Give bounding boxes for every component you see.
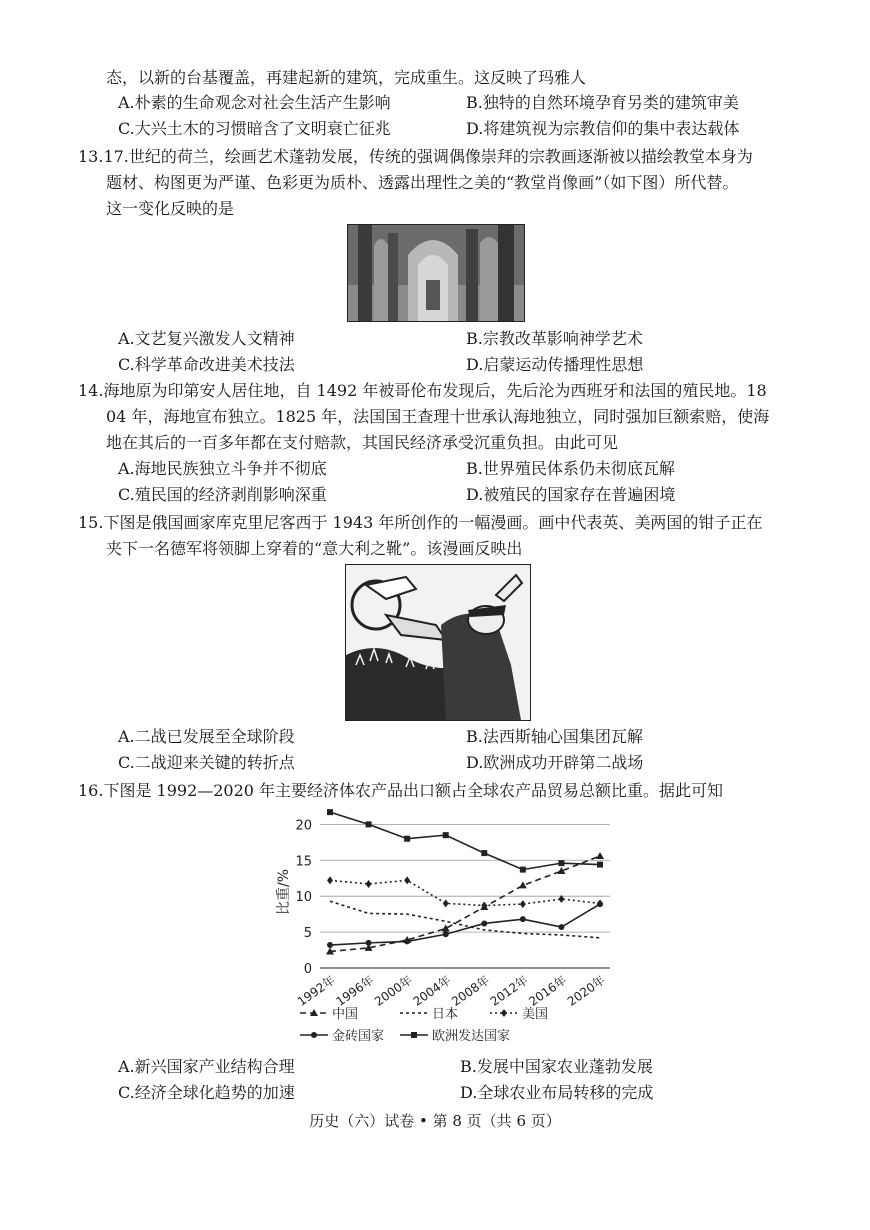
q12-option-d[interactable]: D.将建筑视为宗教信仰的集中表达载体 [466, 119, 740, 138]
x-tick-label: 1996年 [333, 972, 377, 1009]
q14-stem-line-1: 14.海地原为印第安人居住地，自 1492 年被哥伦布发现后，先后沦为西班牙和法国的殖民地。18 [78, 381, 767, 400]
data-point [520, 867, 526, 873]
q13-stem-line-2: 题材、构图更为严谨、色彩更为质朴、透露出理性之美的“教堂肖像画”（如下图）所代替。 [106, 173, 739, 192]
data-point [366, 940, 372, 946]
data-point [443, 931, 449, 937]
data-point [366, 880, 372, 888]
q12-stem-tail: 态，以新的台基覆盖，再建起新的建筑，完成重生。这反映了玛雅人 [106, 68, 587, 87]
legend-item [400, 1006, 458, 1022]
data-point [501, 1009, 507, 1017]
y-tick-label: 15 [295, 854, 312, 870]
q15-stem-line-2: 夹下一名德军将领脚上穿着的“意大利之靴”。该漫画反映出 [106, 539, 523, 558]
legend-label: 美国 [522, 1007, 549, 1022]
data-point [519, 881, 527, 888]
q14-option-a[interactable]: A.海地民族独立斗争并不彻底 [118, 459, 327, 478]
q13-stem-line-1: 13.17.世纪的荷兰，绘画艺术蓬勃发展，传统的强调偶像崇拜的宗教画逐渐被以描绘教堂本身为 [78, 147, 753, 166]
q16-option-a[interactable]: A.新兴国家产业结构合理 [118, 1057, 295, 1076]
x-tick-label: 2004年 [410, 972, 454, 1009]
y-axis-label: 比重/% [276, 868, 292, 916]
q15-option-b[interactable]: B.法西斯轴心国集团瓦解 [466, 727, 643, 746]
church-interior-painting [347, 224, 525, 322]
q13-option-c[interactable]: C.科学革命改进美术技法 [118, 355, 295, 374]
data-point [411, 1032, 417, 1038]
legend-label: 日本 [432, 1007, 459, 1022]
q16-option-c[interactable]: C.经济全球化趋势的加速 [118, 1083, 295, 1102]
y-tick-label: 5 [303, 926, 312, 942]
data-point [597, 862, 603, 868]
legend-label: 金砖国家 [332, 1029, 385, 1044]
q13-option-a[interactable]: A.文艺复兴激发人文精神 [118, 329, 295, 348]
y-tick-label: 20 [295, 818, 312, 834]
data-point [366, 821, 372, 827]
y-tick-label: 10 [295, 890, 312, 906]
data-point [520, 916, 526, 922]
series-欧洲发达国家 [327, 809, 603, 872]
series-美国 [327, 876, 603, 909]
legend-label: 欧洲发达国家 [432, 1029, 511, 1044]
x-tick-label: 2020年 [564, 972, 608, 1009]
data-point [520, 900, 526, 908]
data-point [481, 850, 487, 856]
series-中国 [326, 852, 604, 955]
data-point [558, 860, 564, 866]
q14-stem-line-3: 地在其后的一百多年都在支付赔款，其国民经济承受沉重负担。由此可见 [106, 433, 619, 452]
data-point [404, 836, 410, 842]
legend-item [400, 1028, 510, 1044]
legend-label: 中国 [332, 1007, 359, 1022]
data-point [481, 920, 487, 926]
q15-stem-line-1: 15.下图是俄国画家库克里尼客西于 1943 年所创作的一幅漫画。画中代表英、美两国的钳子正在 [78, 513, 763, 532]
q16-option-d[interactable]: D.全球农业布局转移的完成 [460, 1083, 654, 1102]
x-tick-label: 2008年 [449, 972, 493, 1009]
data-point [443, 899, 449, 907]
x-tick-label: 1992年 [294, 972, 338, 1009]
data-point [597, 901, 603, 907]
data-point [442, 925, 450, 932]
data-point [404, 938, 410, 944]
q13-option-b[interactable]: B.宗教改革影响神学艺术 [466, 329, 643, 348]
q14-option-b[interactable]: B.世界殖民体系仍未彻底瓦解 [466, 459, 675, 478]
legend-item [300, 1006, 358, 1022]
data-point [596, 852, 604, 859]
data-point [404, 876, 410, 884]
legend-item [300, 1028, 384, 1044]
q16-stem-line-1: 16.下图是 1992—2020 年主要经济体农产品出口额占全球农产品贸易总额比重。据此可知 [78, 781, 724, 800]
q13-option-d[interactable]: D.启蒙运动传播理性思想 [466, 355, 644, 374]
agri-export-share-chart [270, 800, 630, 1050]
data-point [327, 876, 333, 884]
x-tick-label: 2016年 [526, 972, 570, 1009]
series-金砖国家 [327, 901, 603, 948]
q15-option-d[interactable]: D.欧洲成功开辟第二战场 [466, 753, 644, 772]
q14-option-d[interactable]: D.被殖民的国家存在普遍困境 [466, 485, 676, 504]
q12-option-c[interactable]: C.大兴土木的习惯暗含了文明衰亡征兆 [118, 119, 391, 138]
q15-option-a[interactable]: A.二战已发展至全球阶段 [118, 727, 295, 746]
data-point [327, 809, 333, 815]
page-footer: 历史（六）试卷 • 第 8 页（共 6 页） [309, 1112, 561, 1130]
data-point [327, 942, 333, 948]
q14-stem-line-2: 04 年，海地宣布独立。1825 年，法国国王查理十世承认海地独立，同时强加巨额索赔，使海 [106, 407, 770, 426]
legend-item [490, 1007, 548, 1022]
x-tick-label: 2000年 [371, 972, 415, 1009]
q12-option-a[interactable]: A.朴素的生命观念对社会生活产生影响 [118, 93, 391, 112]
y-tick-label: 0 [303, 962, 312, 977]
series-line [330, 904, 600, 945]
q12-option-b[interactable]: B.独特的自然环境孕育另类的建筑审美 [466, 93, 739, 112]
wwii-cartoon [345, 564, 531, 721]
q16-option-b[interactable]: B.发展中国家农业蓬勃发展 [460, 1057, 653, 1076]
q15-option-c[interactable]: C.二战迎来关键的转折点 [118, 753, 295, 772]
data-point [443, 832, 449, 838]
data-point [311, 1032, 317, 1038]
q13-stem-line-3: 这一变化反映的是 [106, 199, 235, 218]
x-tick-label: 2012年 [487, 972, 531, 1009]
q14-option-c[interactable]: C.殖民国的经济剥削影响深重 [118, 485, 327, 504]
data-point [558, 924, 564, 930]
